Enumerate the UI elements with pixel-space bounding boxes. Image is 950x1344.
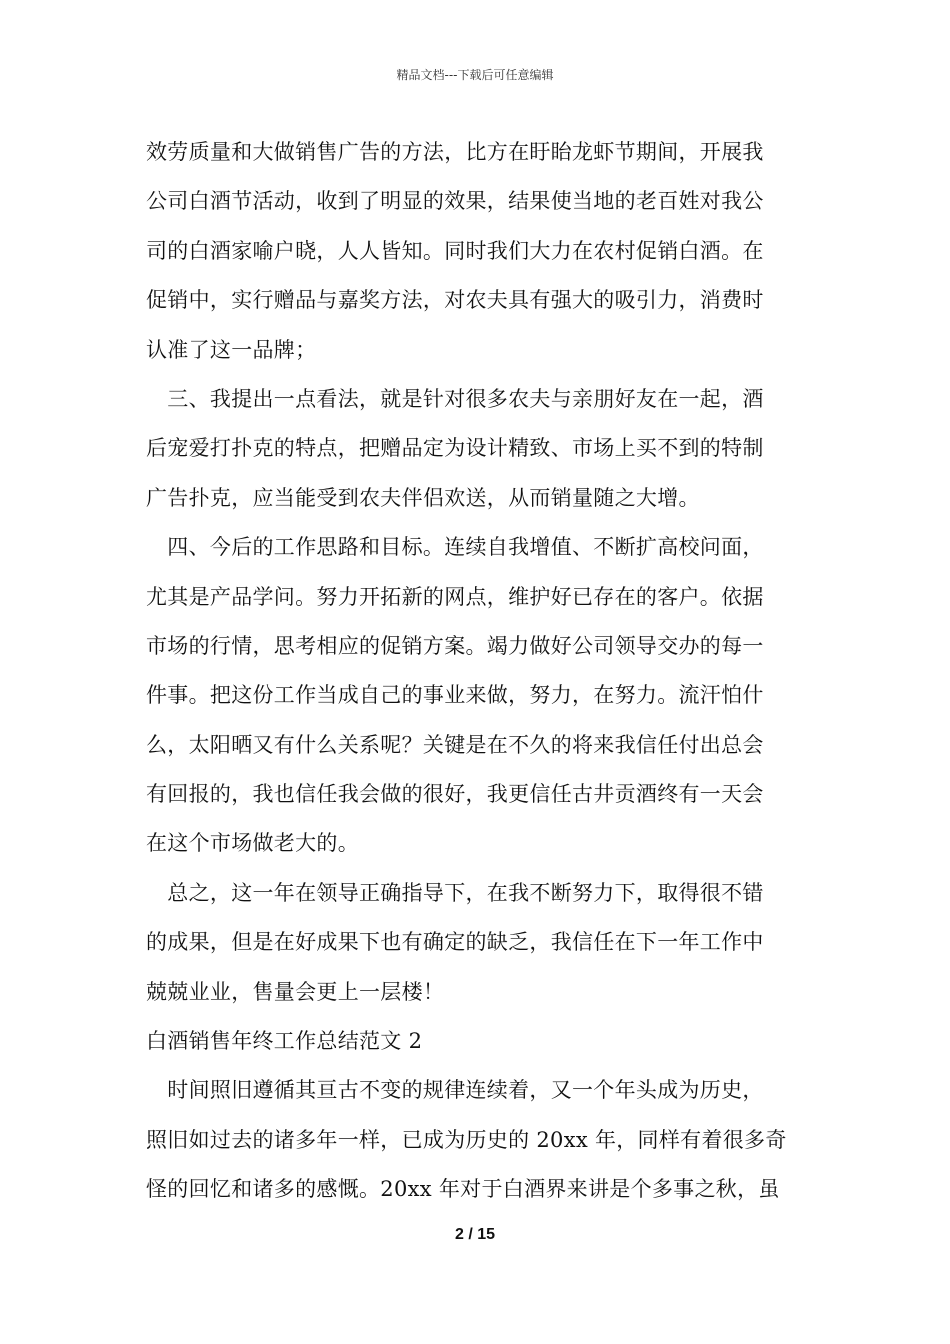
section-heading: 白酒销售年终工作总结范文 2: [146, 1029, 423, 1054]
text-line: 照旧如过去的诸多年一样，已成为历史的 20xx 年，同样有着很多奇: [146, 1127, 787, 1152]
text-line: 后宠爱打扑克的特点，把赠品定为设计精致、市场上买不到的特制: [146, 436, 764, 461]
text-line: 尤其是产品学问。努力开拓新的网点，维护好已存在的客户。依据: [146, 584, 764, 609]
text-line: 么，太阳晒又有什么关系呢？关键是在不久的将来我信任付出总会: [146, 732, 764, 757]
text-line: 促销中，实行赠品与嘉奖方法，对农夫具有强大的吸引力，消费时: [146, 288, 764, 313]
text-line: 广告扑克，应当能受到农夫伴侣欢送，从而销量随之大增。: [146, 485, 700, 510]
text-line: 时间照旧遵循其亘古不变的规律连续着，又一个年头成为历史，: [146, 1078, 764, 1103]
page-header: 精品文档---下载后可任意编辑: [396, 68, 554, 82]
document-body: [146, 128, 808, 1215]
text-line: 的成果，但是在好成果下也有确定的缺乏，我信任在下一年工作中: [146, 930, 764, 955]
text-line: 市场的行情，思考相应的促销方案。竭力做好公司领导交办的每一: [146, 633, 764, 658]
text-line: 有回报的，我也信任我会做的很好，我更信任古井贡酒终有一天会: [146, 782, 764, 807]
text-line: 三、我提出一点看法，就是针对很多农夫与亲朋好友在一起，酒: [146, 386, 764, 411]
text-line: 总之，这一年在领导正确指导下，在我不断努力下，取得很不错: [146, 880, 764, 905]
text-line: 司的白酒家喻户晓，人人皆知。同时我们大力在农村促销白酒。在: [146, 238, 764, 263]
page-number: 2 / 15: [454, 1226, 496, 1243]
text-line: 在这个市场做老大的。: [146, 831, 359, 856]
text-line: 公司白酒节活动，收到了明显的效果，结果使当地的老百姓对我公: [146, 189, 764, 214]
text-line: 兢兢业业，售量会更上一层楼！: [146, 979, 445, 1004]
text-line: 认准了这一品牌；: [146, 337, 317, 362]
text-line: 四、今后的工作思路和目标。连续自我增值、不断扩高校问面，: [146, 535, 764, 560]
text-line: 效劳质量和大做销售广告的方法，比方在盱眙龙虾节期间，开展我: [146, 140, 764, 164]
text-line: 怪的回忆和诸多的感慨。20xx 年对于白酒界来讲是个多事之秋，虽: [146, 1177, 780, 1202]
text-line: 件事。把这份工作当成自己的事业来做，努力，在努力。流汗怕什: [146, 683, 764, 708]
